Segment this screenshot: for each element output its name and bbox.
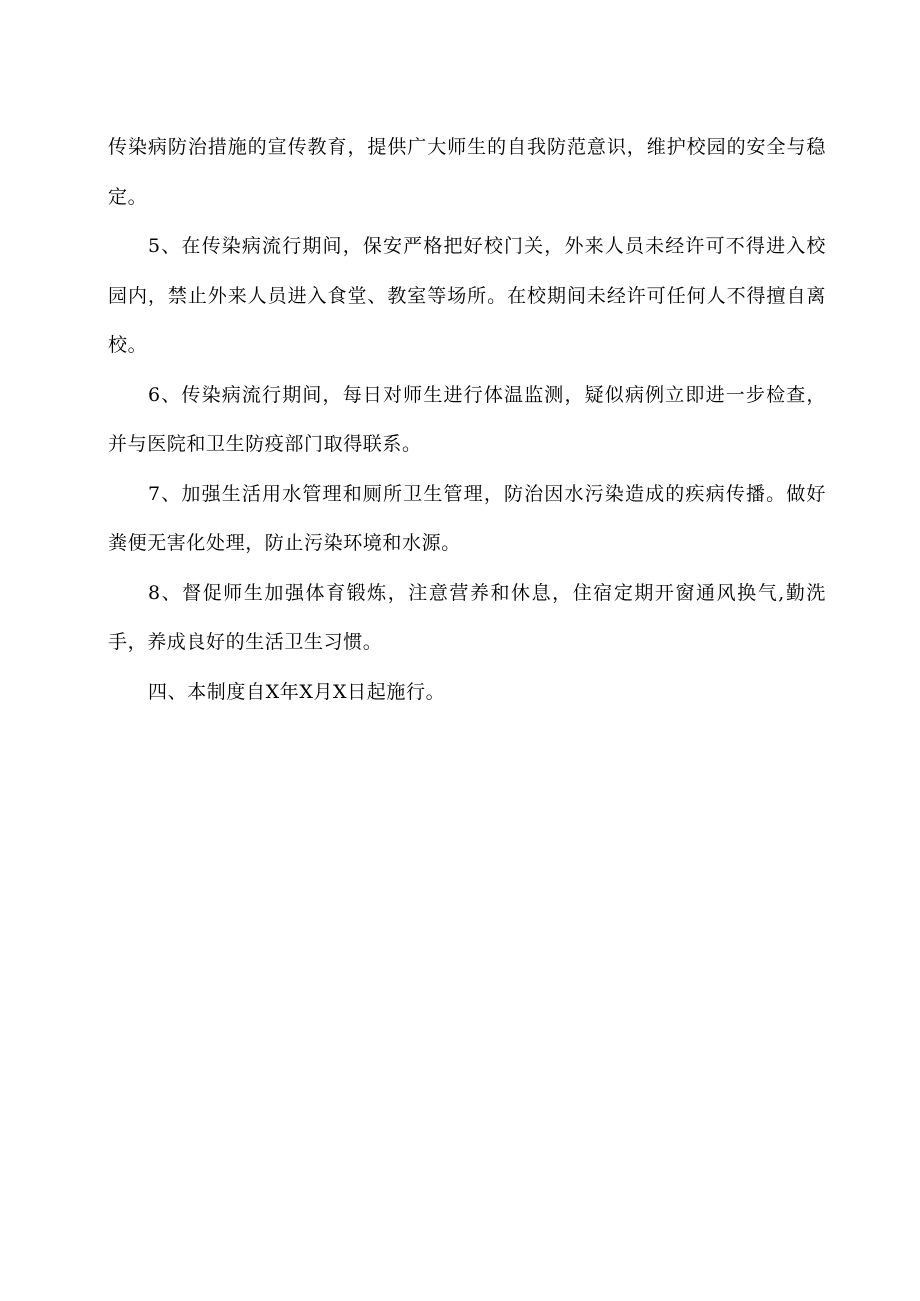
paragraph-section-4: 四、本制度自X年X月X日起施行。 <box>148 680 446 703</box>
paragraph-item-8: 8、督促师生加强体育锻炼，注意营养和休息，住宿定期开窗通风换气,勤洗手，养成良好的生活卫生习惯。 <box>108 581 826 653</box>
paragraph-item-5: 5、在传染病流行期间，保安严格把好校门关，外来人员未经许可不得进入校园内，禁止外来人员进入食堂、教室等场所。在校期间未经许可任何人不得擅自离校。 <box>108 235 826 356</box>
paragraph-item-7: 7、加强生活用水管理和厕所卫生管理，防治因水污染造成的疾病传播。做好粪便无害化处理，防止污染环境和水源。 <box>108 482 826 554</box>
paragraph-item-6: 6、传染病流行期间，每日对师生进行体温监测，疑似病例立即进一步检查，并与医院和卫生防疫部门取得联系。 <box>108 383 826 455</box>
document-body <box>108 123 826 717</box>
paragraph-continuation: 传染病防治措施的宣传教育，提供广大师生的自我防范意识，维护校园的安全与稳定。 <box>108 136 826 208</box>
